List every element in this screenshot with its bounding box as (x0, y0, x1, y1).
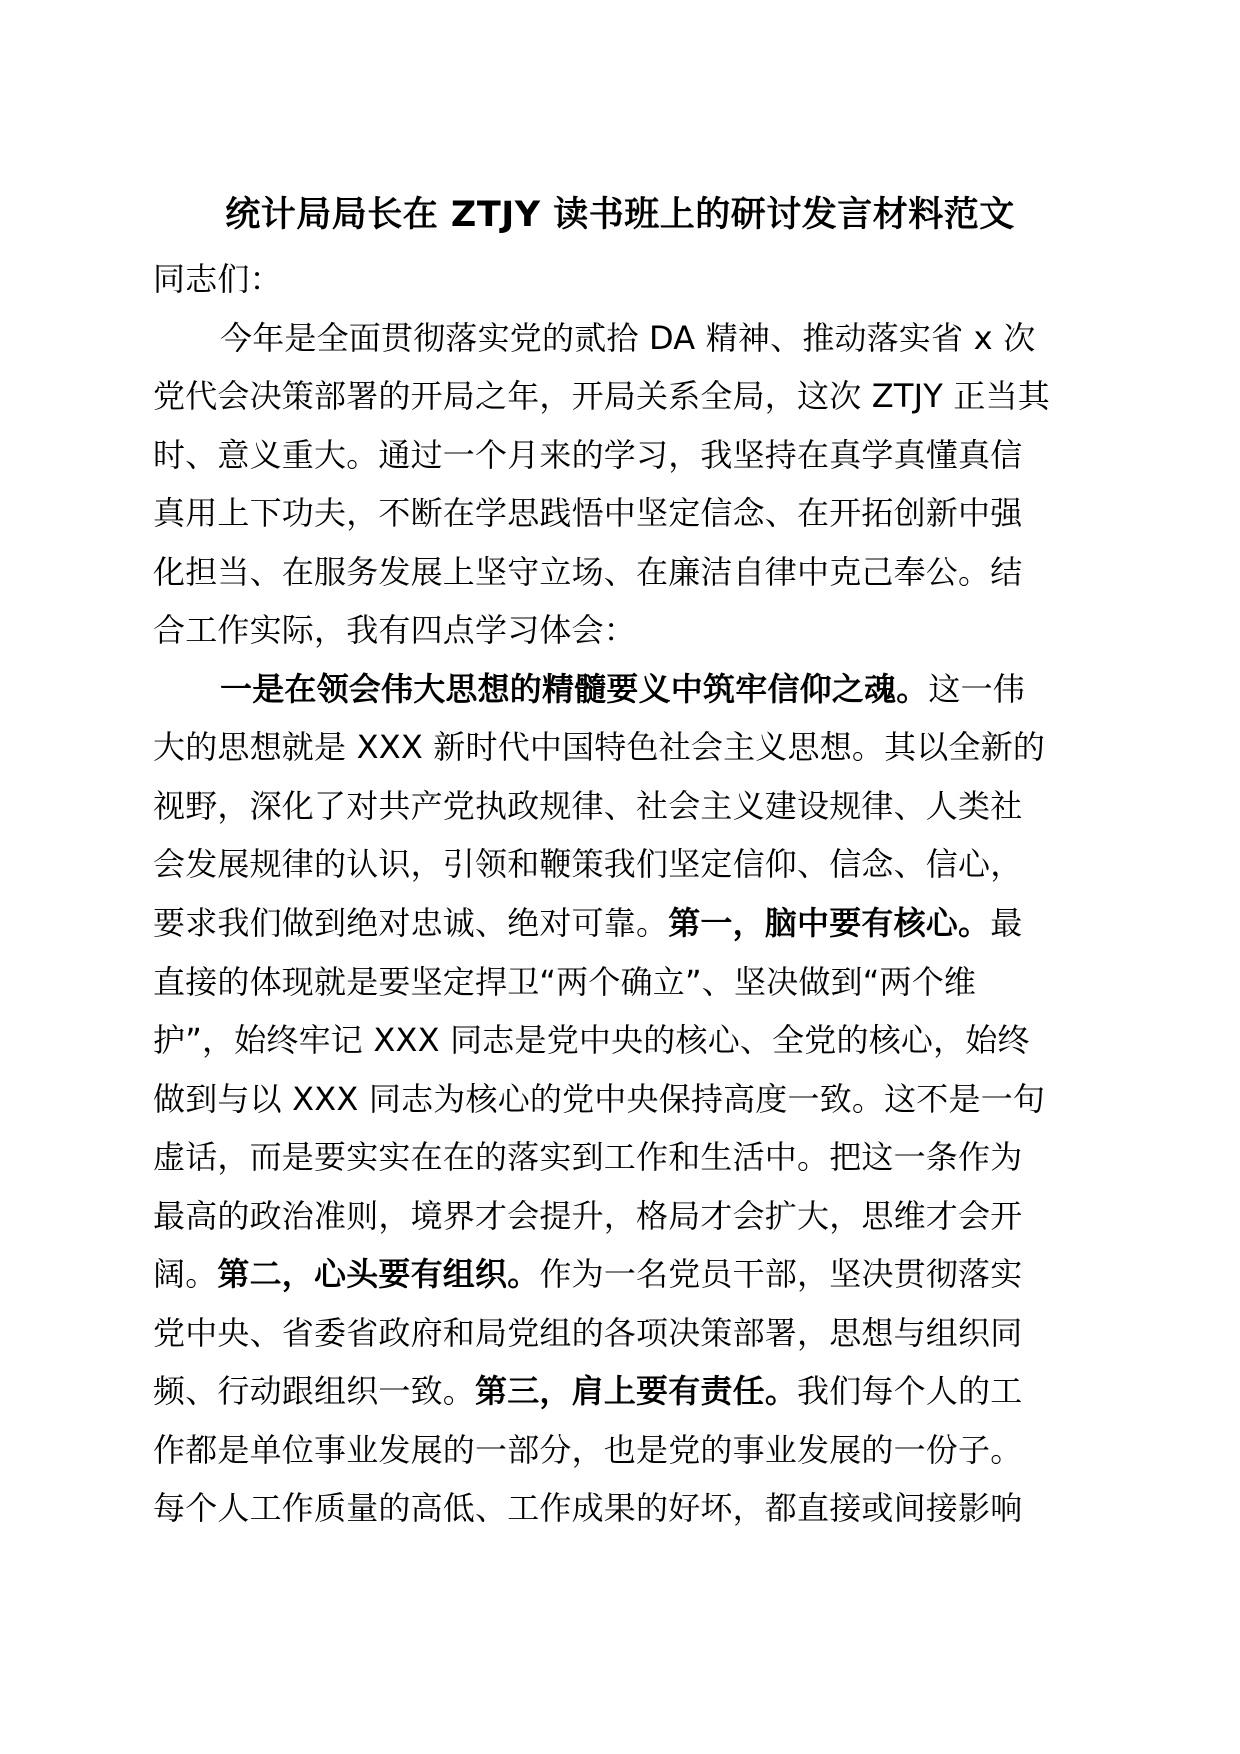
section-heading-line (153, 660, 1093, 719)
line-text: 作为一名党员干部，坚决贯彻落实 (539, 1255, 1023, 1294)
paragraph-line: 党中央、省委省政府和局党组的各项决策部署，思想与组织同 (153, 1313, 1023, 1352)
line-text: 阔。 (153, 1255, 218, 1294)
line-text: 我们每个人的工 (797, 1372, 1023, 1411)
paragraph-line (153, 894, 1093, 953)
document-body (153, 250, 1093, 1538)
paragraph-line: 作都是单位事业发展的一部分，也是党的事业发展的一份子。 (153, 1430, 1023, 1469)
point-heading: 第二，心头要有组织。 (217, 1255, 540, 1294)
paragraph-line: 直接的体现就是要坚定捍卫“两个确立”、坚决做到“两个维 (153, 962, 977, 1001)
paragraph-line: 大的思想就是 XXX 新时代中国特色社会主义思想。其以全新的 (153, 728, 1046, 767)
paragraph-line: 视野，深化了对共产党执政规律、社会主义建设规律、人类社 (153, 786, 1023, 825)
greeting: 同志们： (153, 260, 282, 298)
document-title: 统计局局长在 ZTJY 读书班上的研讨发言材料范文 (225, 195, 1015, 235)
paragraph-line: 真用上下功夫，不断在学思践悟中坚定信念、在开拓创新中强 (153, 494, 1023, 533)
paragraph-line: 护”，始终牢记 XXX 同志是党中央的核心、全党的核心，始终 (153, 1021, 1030, 1060)
point-heading: 第一，脑中要有核心。 (668, 904, 991, 943)
paragraph-line: 虚话，而是要实实在在的落实到工作和生活中。把这一条作为 (153, 1138, 1023, 1177)
line-text: 最 (990, 904, 1023, 943)
line-text: 要求我们做到绝对忠诚、绝对可靠。 (153, 904, 669, 943)
paragraph-line: 今年是全面贯彻落实党的贰拾 DA 精神、推动落实省 x 次 (220, 318, 1036, 357)
paragraph-line: 党代会决策部署的开局之年，开局关系全局，这次 ZTJY 正当其 (153, 377, 1050, 416)
paragraph-line (153, 1245, 1093, 1304)
paragraph-line: 最高的政治准则，境界才会提升，格局才会扩大，思维才会开 (153, 1196, 1023, 1235)
section-heading: 一是在领会伟大思想的精髓要义中筑牢信仰之魂。 (220, 669, 929, 708)
line-text: 频、行动跟组织一致。 (153, 1372, 476, 1411)
paragraph-line: 做到与以 XXX 同志为核心的党中央保持高度一致。这不是一句 (153, 1079, 1046, 1118)
point-heading: 第三，肩上要有责任。 (475, 1372, 798, 1411)
paragraph-line (153, 1362, 1093, 1421)
section-heading-tail: 这一伟 (928, 669, 1026, 708)
paragraph-line: 会发展规律的认识，引领和鞭策我们坚定信仰、信念、信心， (153, 845, 1023, 884)
paragraph-line: 每个人工作质量的高低、工作成果的好坏，都直接或间接影响 (153, 1489, 1023, 1528)
paragraph-line: 合工作实际，我有四点学习体会： (153, 611, 637, 650)
paragraph-line: 化担当、在服务发展上坚守立场、在廉洁自律中克己奉公。结 (153, 552, 1023, 591)
paragraph-line: 时、意义重大。通过一个月来的学习，我坚持在真学真懂真信 (153, 435, 1023, 474)
